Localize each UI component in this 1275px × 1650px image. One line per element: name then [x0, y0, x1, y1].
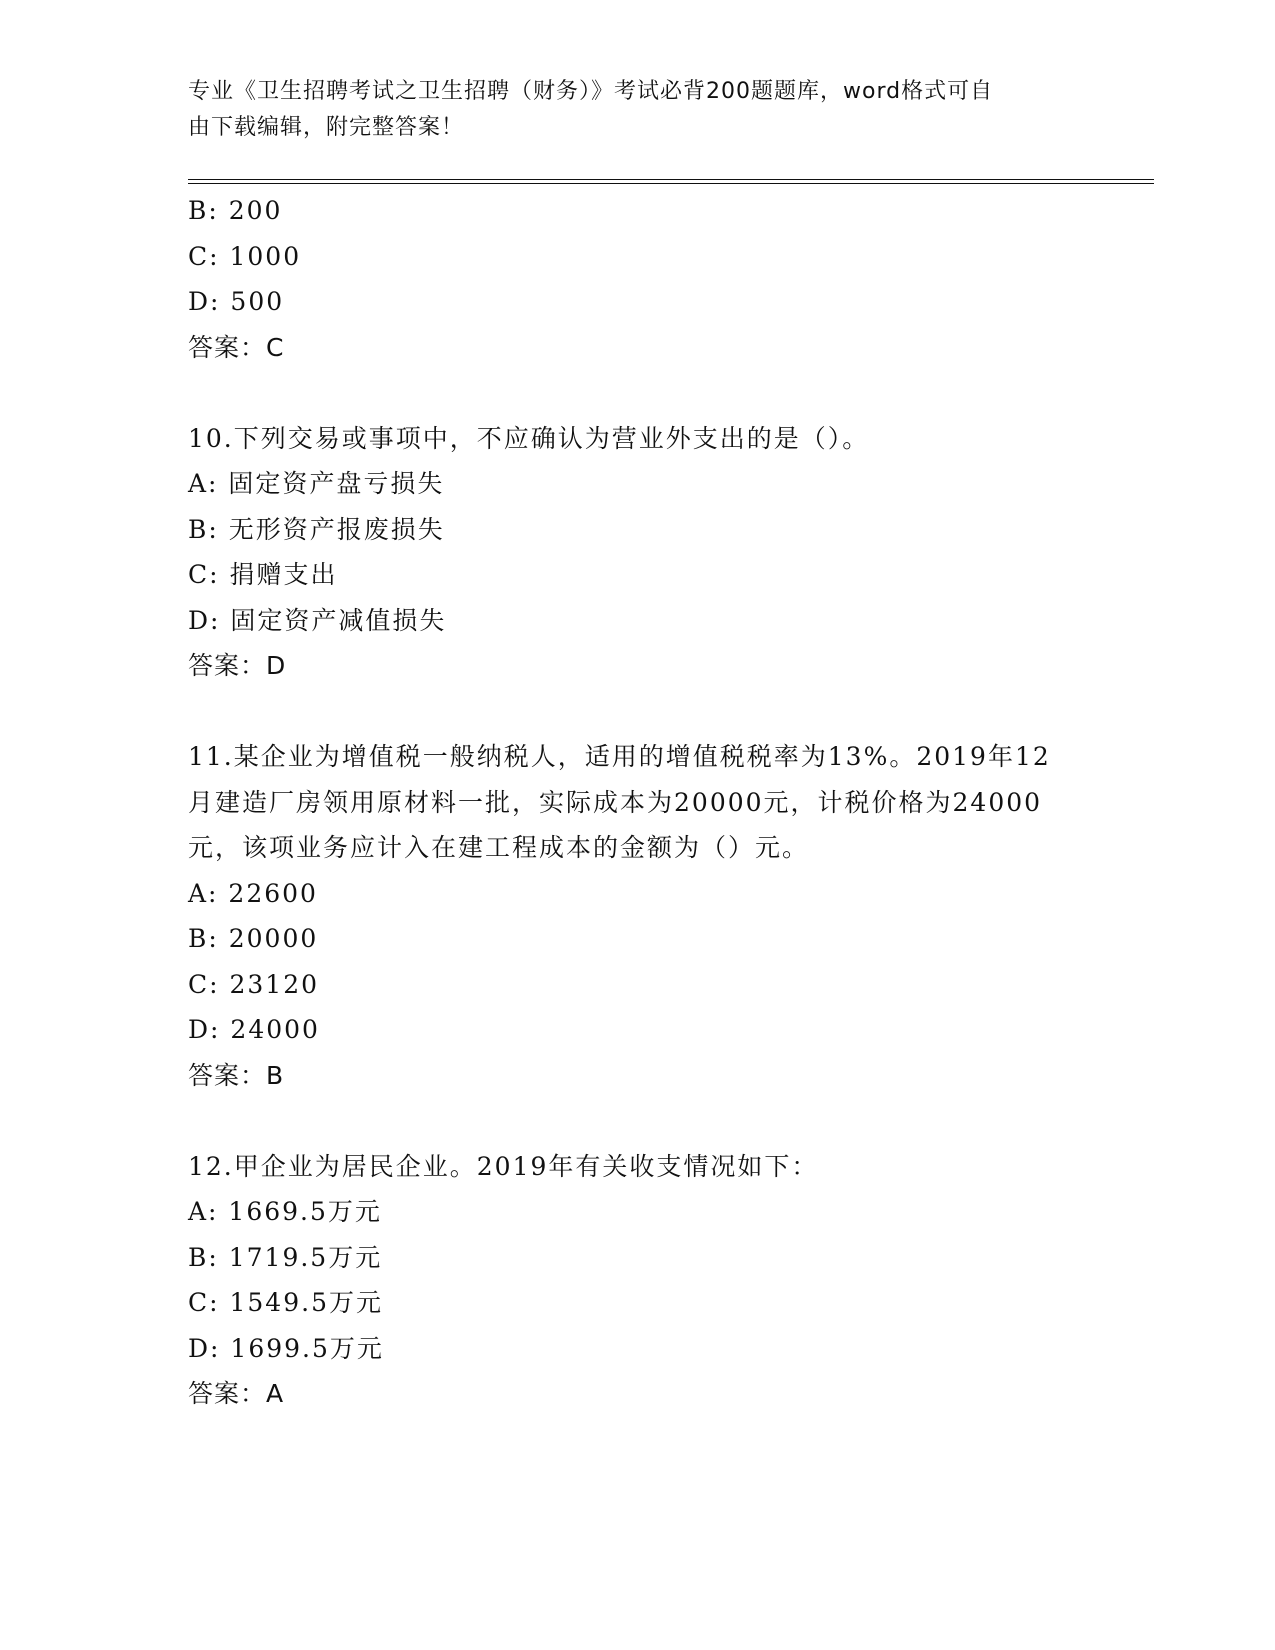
question-stem: 12.甲企业为居民企业。2019年有关收支情况如下：	[188, 1151, 819, 1181]
option-b: B: 1719.5万元	[188, 1242, 383, 1272]
question-content	[188, 188, 1088, 1417]
question-block	[188, 1144, 1088, 1417]
option-d: D: 24000	[188, 1015, 320, 1044]
option-c: C: 1549.5万元	[188, 1288, 383, 1317]
option-a: A: 固定资产盘亏损失	[188, 469, 445, 498]
option-b: B: 20000	[188, 924, 319, 953]
header-line-1: 专业《卫生招聘考试之卫生招聘（财务）》考试必背200题题库，word格式可自	[188, 79, 994, 104]
question-stem-line-1: 11.某企业为增值税一般纳税人，适用的增值税税率为13%。2019年12	[188, 742, 1051, 771]
question-block	[188, 416, 1088, 689]
header-divider-thick	[188, 183, 1154, 184]
document-header	[188, 74, 1088, 146]
question-stem-line-3: 元，该项业务应计入在建工程成本的金额为（）元。	[188, 833, 810, 862]
option-b: B: 200	[188, 196, 283, 225]
option-c: C: 捐赠支出	[188, 560, 338, 589]
option-a: A: 1669.5万元	[188, 1197, 382, 1226]
question-block	[188, 734, 1088, 1098]
header-divider-thin	[188, 179, 1154, 180]
option-d: D: 1699.5万元	[188, 1333, 384, 1363]
option-a: A: 22600	[188, 878, 318, 908]
answer-line: 答案：C	[188, 332, 285, 362]
question-stem: 10.下列交易或事项中，不应确认为营业外支出的是（）。	[188, 423, 870, 453]
option-c: C: 1000	[188, 241, 302, 271]
option-c: C: 23120	[188, 969, 320, 999]
header-line-2: 由下载编辑，附完整答案！	[188, 115, 465, 140]
option-d: D: 500	[188, 287, 285, 316]
option-b: B: 无形资产报废损失	[188, 514, 445, 544]
question-stem-line-2: 月建造厂房领用原材料一批，实际成本为20000元，计税价格为24000	[188, 787, 1043, 817]
previous-question-block	[188, 188, 1088, 370]
answer-line: 答案：A	[188, 1379, 285, 1408]
answer-line: 答案：B	[188, 1060, 285, 1090]
option-d: D: 固定资产减值损失	[188, 605, 447, 635]
answer-line: 答案：D	[188, 651, 287, 680]
